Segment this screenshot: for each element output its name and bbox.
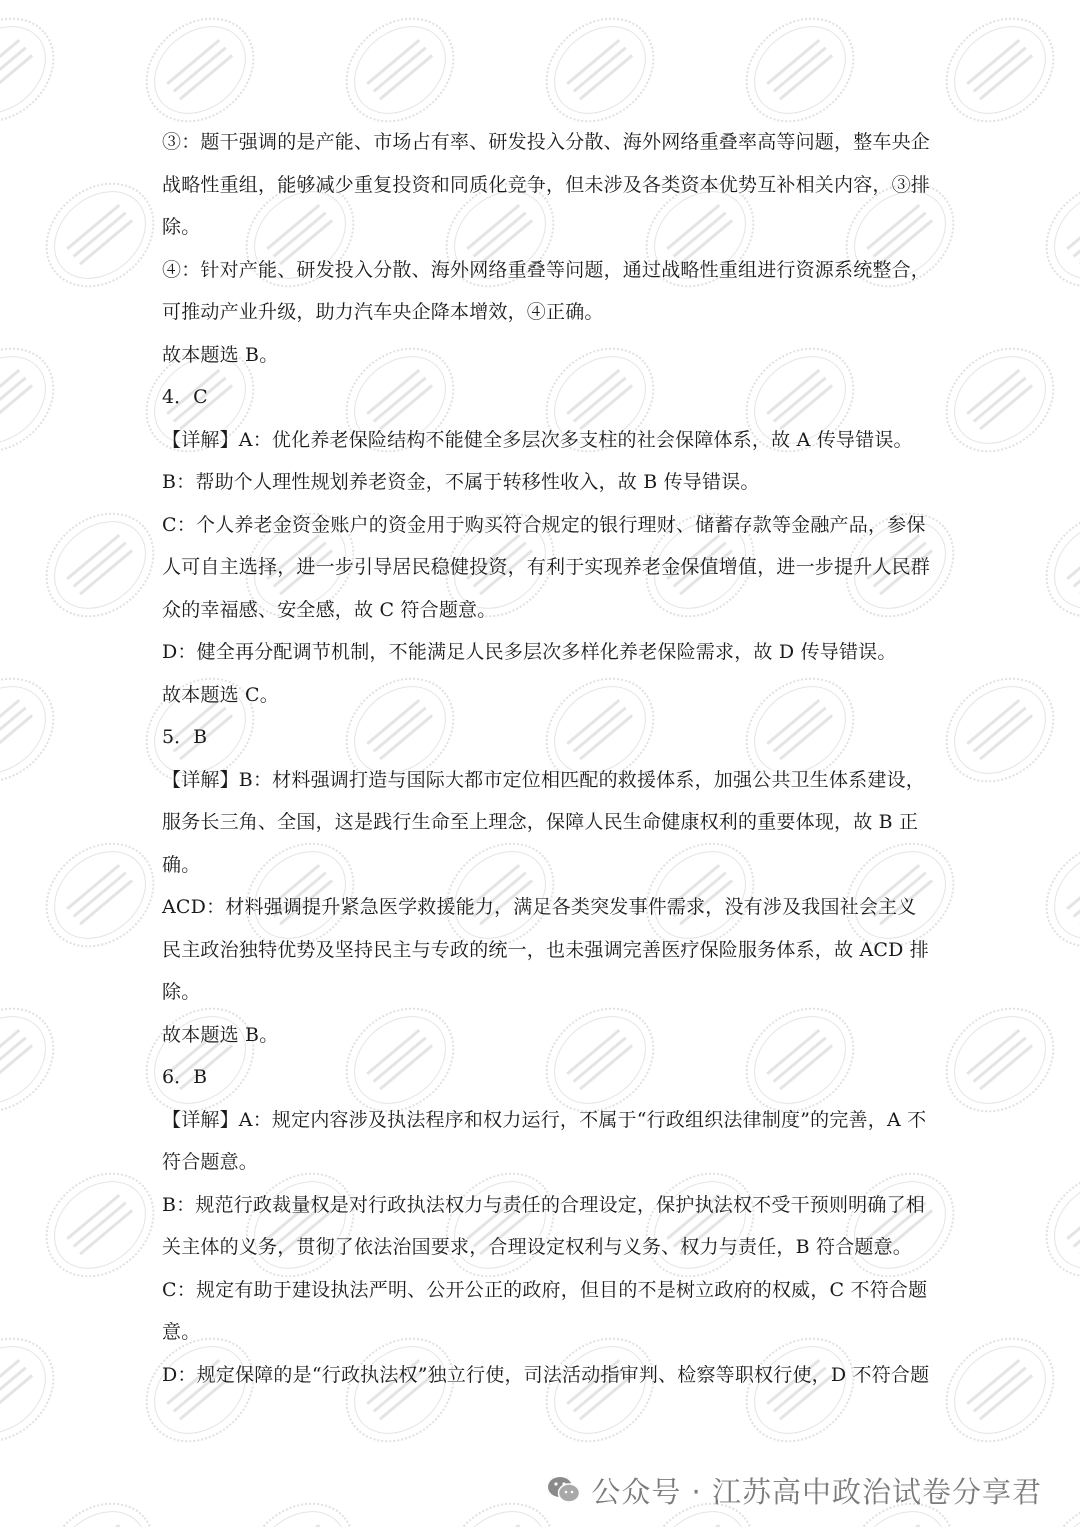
line-27: 关主体的义务，贯彻了依法治国要求，合理设定权利与义务、权力与责任，B 符合题意。: [162, 1236, 913, 1258]
stamp-watermark-47: [1026, 1152, 1080, 1297]
stamp-watermark-29: [926, 657, 1074, 802]
line-5: 可推动产业升级，助力汽车央企降本增效，④正确。: [162, 301, 604, 323]
stamp-watermark-48: [0, 1317, 74, 1462]
question-number-5: 5．B: [162, 726, 208, 748]
line-21: 除。: [162, 981, 201, 1003]
question-number-6: 6．B: [162, 1066, 208, 1088]
line-25: 符合题意。: [162, 1151, 259, 1173]
line-14: 故本题选 C。: [162, 683, 279, 706]
line-1: ③：题干强调的是产能、市场占有率、研发投入分散、海外网络重叠率高等问题，整车央企: [162, 131, 931, 153]
line-6: 故本题选 B。: [162, 343, 279, 366]
line-19: ACD：材料强调提升紧急医学救援能力，满足各类突发事件需求，没有涉及我国社会主义: [162, 896, 917, 918]
line-10: C：个人养老金资金账户的资金用于购买符合规定的银行理财、储蓄存款等金融产品，参保: [162, 513, 926, 536]
line-12: 众的幸福感、安全感，故 C 符合题意。: [162, 598, 497, 621]
stamp-watermark-35: [1026, 822, 1080, 967]
line-20: 民主政治独特优势及坚持民主与专政的统一，也未强调完善医疗保险服务体系，故 ACD 排: [162, 938, 929, 961]
wechat-icon: [547, 1475, 581, 1505]
stamp-watermark-54: [26, 1482, 174, 1527]
line-26: B：规范行政裁量权是对行政执法权力与责任的合理设定，保护执法权不受干预则明确了相: [162, 1193, 925, 1216]
stamp-watermark-12: [0, 327, 74, 472]
line-3: 除。: [162, 216, 201, 238]
line-17: 服务长三角、全国，这是践行生命至上理念，保障人民生命健康权利的重要体现，故 B 正: [162, 811, 919, 833]
stamp-watermark-11: [1026, 162, 1080, 307]
stamp-watermark-30: [26, 822, 174, 967]
line-4: ④：针对产能、研发投入分散、海外网络重叠等问题，通过战略性重组进行资源系统整合，: [162, 258, 931, 281]
question-number-4: 4．C: [162, 386, 208, 408]
footer-watermark: [547, 1470, 1042, 1510]
stamp-watermark-18: [26, 492, 174, 637]
stamp-watermark-53: [926, 1317, 1074, 1462]
line-9: B：帮助个人理性规划养老资金，不属于转移性收入，故 B 传导错误。: [162, 471, 760, 493]
stamp-watermark-24: [0, 657, 74, 802]
line-22: 故本题选 B。: [162, 1023, 279, 1046]
stamp-watermark-0: [0, 0, 74, 143]
stamp-watermark-55: [226, 1482, 374, 1527]
stamp-watermark-3: [526, 0, 674, 143]
footer-account-name: 公众号 · 江苏高中政治试卷分享君: [591, 1474, 1042, 1509]
line-30: D：规定保障的是“行政执法权”独立行使，司法活动指审判、检察等职权行使，D 不符合题: [162, 1363, 930, 1386]
stamp-watermark-4: [726, 0, 874, 143]
stamp-watermark-36: [0, 987, 74, 1132]
line-11: 人可自主选择，进一步引导居民稳健投资，有利于实现养老金保值增值，进一步提升人民群: [162, 556, 931, 578]
stamp-watermark-6: [26, 162, 174, 307]
line-18: 确。: [162, 853, 201, 876]
stamp-watermark-5: [926, 0, 1074, 143]
stamp-watermark-42: [26, 1152, 174, 1297]
stamp-watermark-1: [126, 0, 274, 143]
line-2: 战略性重组，能够减少重复投资和同质化竞争，但未涉及各类资本优势互补相关内容，③排: [162, 173, 931, 196]
line-29: 意。: [162, 1321, 201, 1343]
document-page: [162, 130, 931, 1405]
stamp-watermark-17: [926, 327, 1074, 472]
stamp-watermark-23: [1026, 492, 1080, 637]
line-24: 【详解】A：规定内容涉及执法程序和权力运行，不属于“行政组织法律制度”的完善，A 不: [162, 1108, 927, 1131]
line-16: 【详解】B：材料强调打造与国际大都市定位相匹配的救援体系，加强公共卫生体系建设，: [162, 768, 925, 791]
stamp-watermark-41: [926, 987, 1074, 1132]
line-13: D：健全再分配调节机制，不能满足人民多层次多样化养老保险需求，故 D 传导错误。: [162, 641, 897, 663]
line-28: C：规定有助于建设执法严明、公开公正的政府，但目的不是树立政府的权威，C 不符合题: [162, 1278, 928, 1301]
stamp-watermark-2: [326, 0, 474, 143]
line-8: 【详解】A：优化养老保险结构不能健全多层次多支柱的社会保障体系，故 A 传导错误。: [162, 428, 913, 451]
